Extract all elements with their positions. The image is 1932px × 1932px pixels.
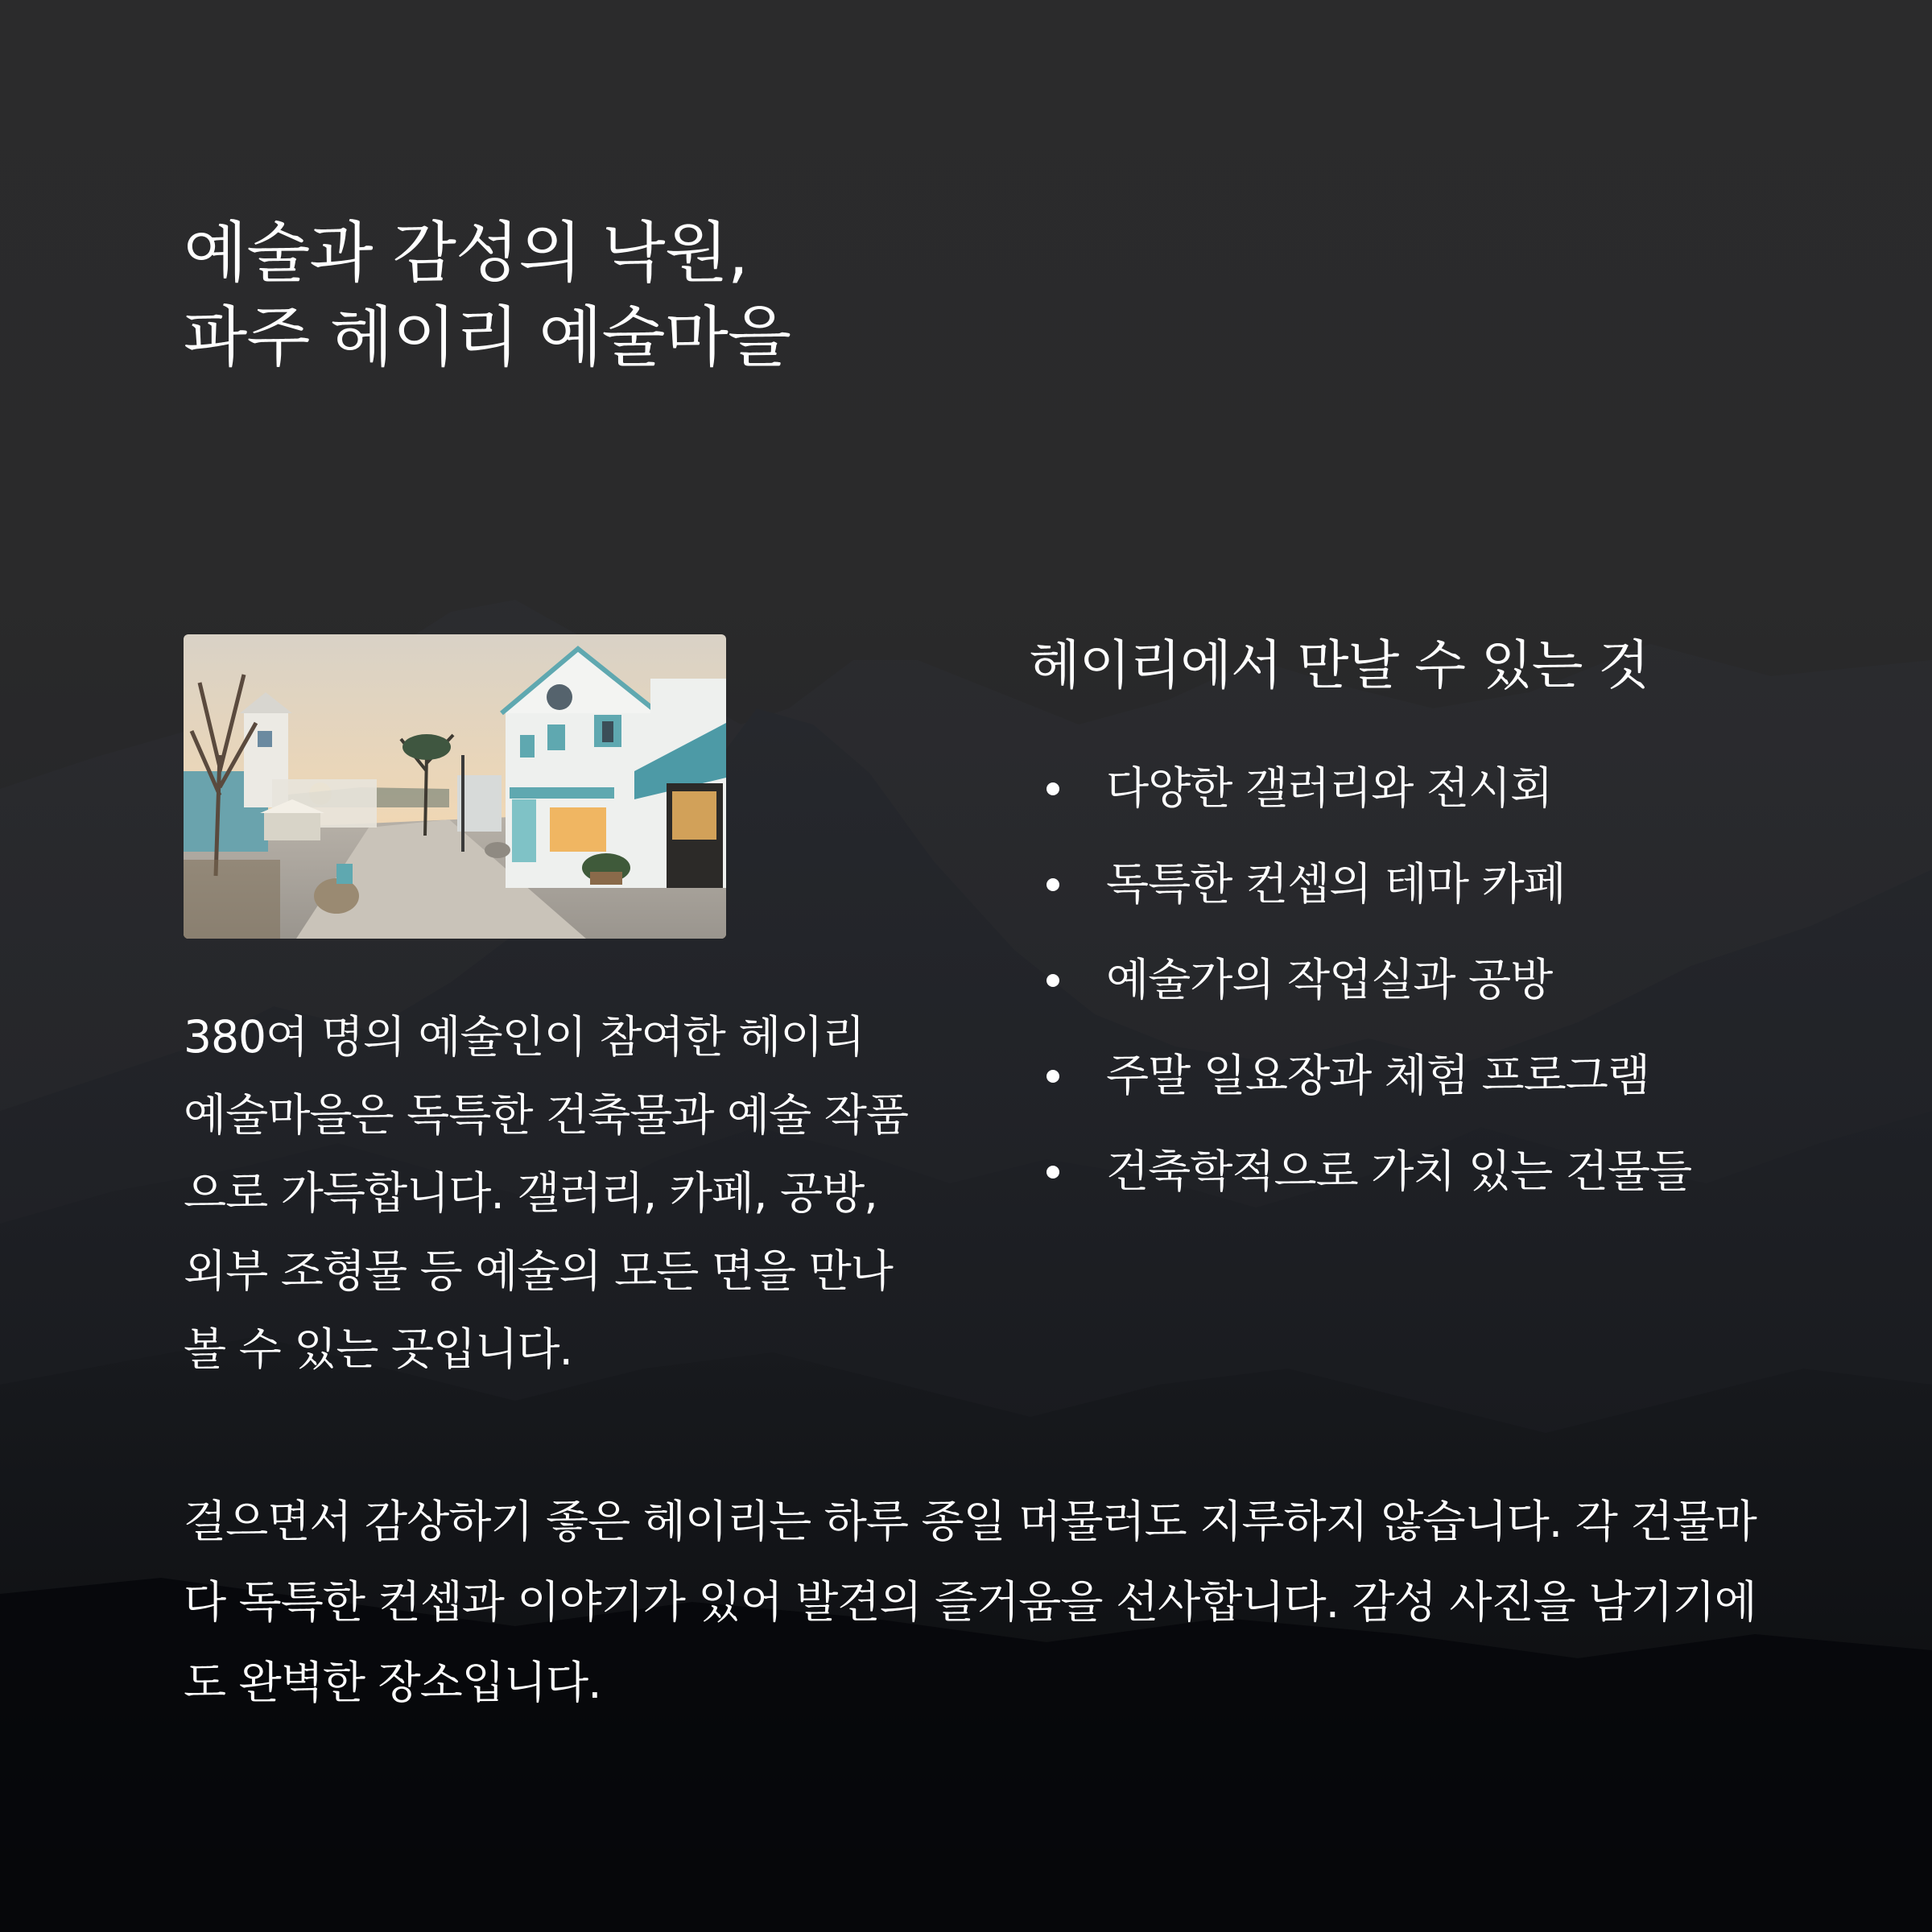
bullet-icon: [1046, 1070, 1059, 1083]
list-item: [1029, 1039, 1691, 1135]
page-title: [184, 211, 1391, 380]
bullet-icon: [1046, 1166, 1059, 1179]
list-item: [1029, 1135, 1691, 1231]
bullet-icon: [1046, 974, 1059, 987]
title-line-2: 파주 헤이리 예술마을: [184, 299, 791, 376]
list-item: [1029, 752, 1691, 848]
list-item-label: 독특한 컨셉의 테마 카페: [1106, 858, 1566, 910]
list-item-label: 주말 일요장과 체험 프로그램: [1106, 1050, 1650, 1101]
list-item-label: 예술가의 작업실과 공방: [1106, 954, 1553, 1005]
bullet-icon: [1046, 782, 1059, 795]
features-heading: 헤이리에서 만날 수 있는 것: [1029, 634, 1649, 696]
list-item-label: 건축학적으로 가치 있는 건물들: [1106, 1146, 1692, 1197]
features-list: [1029, 752, 1691, 1231]
list-item-label: 다양한 갤러리와 전시회: [1106, 762, 1553, 814]
closing-paragraph: 걸으면서 감상하기 좋은 헤이리는 하루 종일 머물러도 지루하지 않습니다. 각 건물마다 독특한 컨셉과 이야기가 있어 발견의 즐거움을 선사합니다. 감성 사진을 남기기에도 완벽한 장소입니다.: [184, 1496, 1757, 1708]
village-street-photo: [184, 634, 726, 939]
bullet-icon: [1046, 878, 1059, 891]
title-line-1: 예술과 감성의 낙원,: [184, 215, 748, 291]
list-item: [1029, 943, 1691, 1039]
list-item: [1029, 848, 1691, 943]
intro-paragraph: 380여 명의 예술인이 참여한 헤이리 예술마을은 독특한 건축물과 예술 작품으로 가득합니다. 갤러리, 카페, 공방, 외부 조형물 등 예술의 모든 면을 만나볼 수 있는 곳입니다.: [184, 1011, 909, 1375]
